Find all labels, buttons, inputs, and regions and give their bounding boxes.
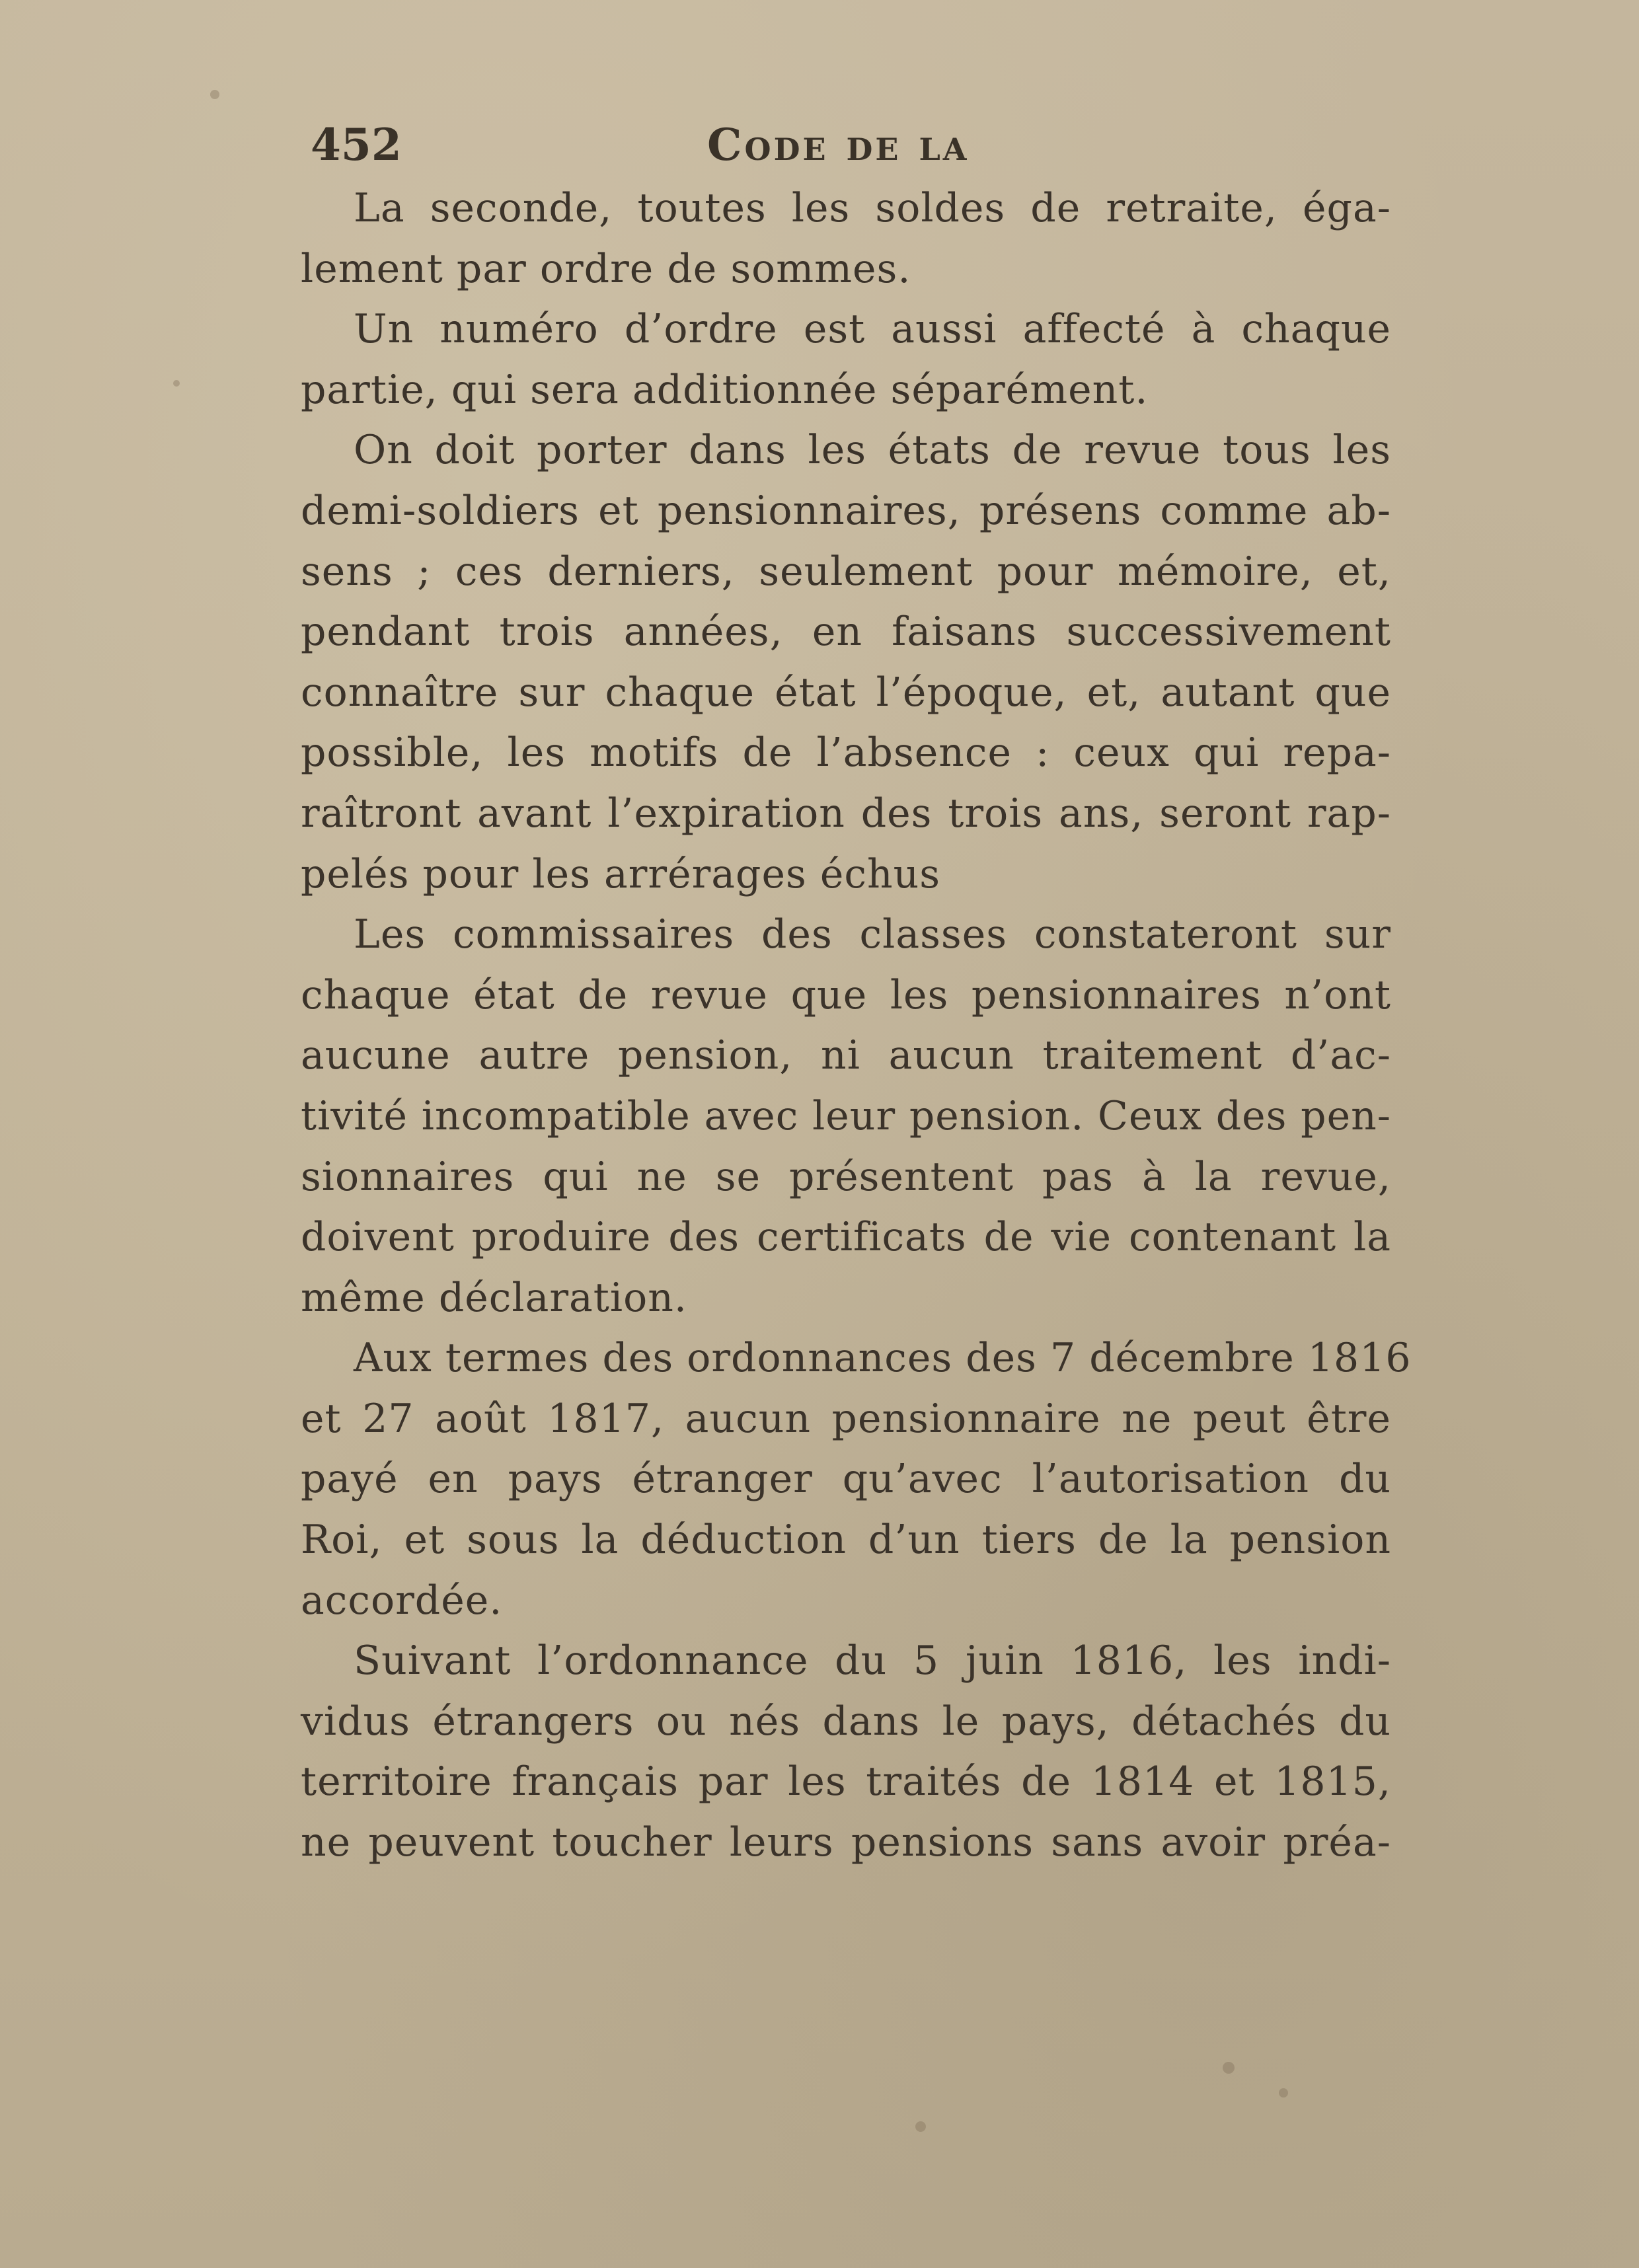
page-number: 452 bbox=[311, 119, 402, 170]
text-line: aucune autre pension, ni aucun traitement d’ac- bbox=[301, 1032, 1391, 1079]
text-line: partie, qui sera additionnée séparément. bbox=[301, 366, 1149, 413]
text-line: La seconde, toutes les soldes de retraite, éga- bbox=[354, 185, 1391, 231]
foxing-spot bbox=[1223, 2062, 1235, 2074]
text-line: accordée. bbox=[301, 1577, 503, 1624]
text-line: Aux termes des ordonnances des 7 décembre 1816 bbox=[354, 1335, 1412, 1382]
foxing-spot bbox=[173, 380, 180, 387]
text-line: lement par ordre de sommes. bbox=[301, 245, 911, 292]
text-line: sionnaires qui ne se présentent pas à la revue, bbox=[301, 1153, 1391, 1200]
text-line: Un numéro d’ordre est aussi affecté à chaque bbox=[354, 306, 1391, 353]
body-text bbox=[301, 178, 1412, 1873]
text-line: raîtront avant l’expiration des trois ans, seront rap- bbox=[301, 790, 1391, 837]
text-line: doivent produire des certificats de vie contenant la bbox=[301, 1214, 1391, 1261]
paragraph bbox=[301, 1328, 1412, 1631]
paragraph bbox=[301, 178, 1391, 299]
text-line: même déclaration. bbox=[301, 1274, 687, 1321]
foxing-spot bbox=[915, 2121, 926, 2132]
paragraph bbox=[301, 420, 1391, 905]
text-line: tivité incompatible avec leur pension. Ceux des pen- bbox=[301, 1092, 1391, 1139]
text-line: territoire français par les traités de 1814 et 1815, bbox=[301, 1758, 1391, 1805]
text-line: pelés pour les arrérages échus bbox=[301, 850, 941, 897]
text-line: Roi, et sous la déduction d’un tiers de la pension bbox=[301, 1517, 1391, 1564]
text-line: Suivant l’ordonnance du 5 juin 1816, les indi- bbox=[354, 1638, 1391, 1684]
text-line: On doit porter dans les états de revue tous les bbox=[354, 427, 1391, 474]
text-line: payé en pays étranger qu’avec l’autorisation du bbox=[301, 1456, 1391, 1503]
text-line: demi-soldiers et pensionnaires, présens comme ab- bbox=[301, 487, 1391, 534]
text-line: chaque état de revue que les pensionnaires n’ont bbox=[301, 971, 1391, 1018]
text-line: pendant trois années, en faisans successivement bbox=[301, 609, 1391, 656]
text-line: connaître sur chaque état l’époque, et, autant que bbox=[301, 669, 1391, 716]
paragraph bbox=[301, 299, 1391, 420]
running-head: Code de la bbox=[707, 119, 970, 170]
paragraph bbox=[301, 1631, 1391, 1873]
text-line: Les commissaires des classes constateront sur bbox=[354, 911, 1391, 958]
text-line: possible, les motifs de l’absence : ceux qui repa- bbox=[301, 730, 1391, 776]
text-line: vidus étrangers ou nés dans le pays, détachés du bbox=[301, 1698, 1391, 1745]
text-line: ne peuvent toucher leurs pensions sans avoir préa- bbox=[301, 1819, 1391, 1866]
paragraph bbox=[301, 905, 1391, 1328]
foxing-spot bbox=[1279, 2088, 1288, 2098]
text-line: et 27 août 1817, aucun pensionnaire ne peut être bbox=[301, 1395, 1391, 1442]
text-line: sens ; ces derniers, seulement pour mémoire, et, bbox=[301, 548, 1391, 595]
foxing-spot bbox=[210, 90, 219, 99]
